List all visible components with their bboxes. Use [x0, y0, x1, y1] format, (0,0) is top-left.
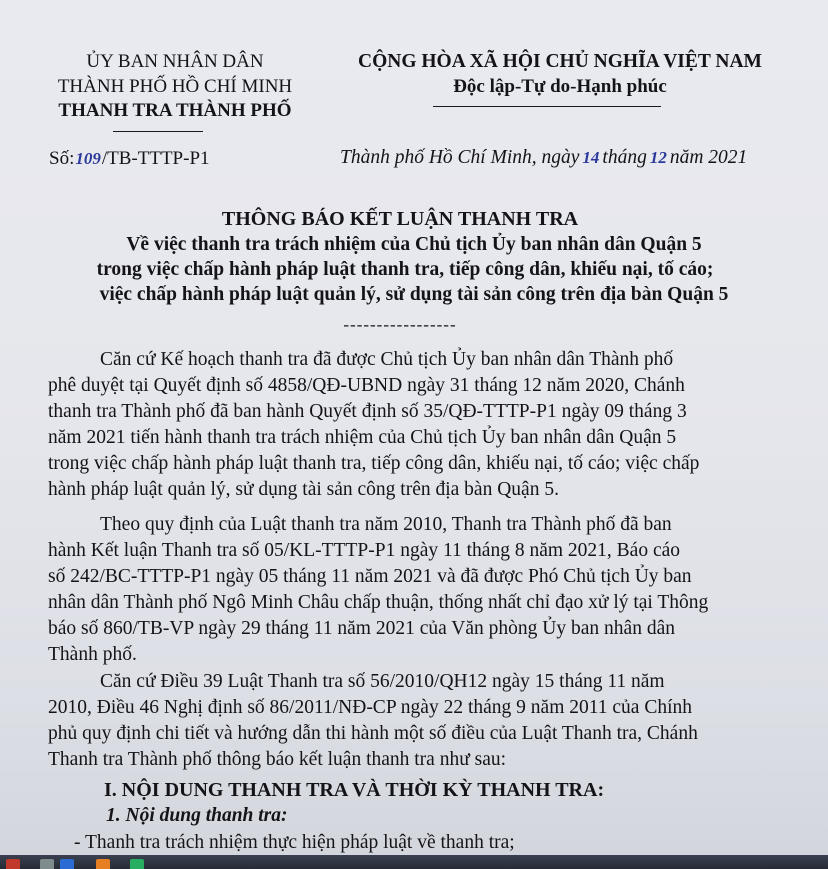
- date-day-handwritten: 14: [582, 148, 600, 167]
- paragraph-2-line-3: số 242/BC-TTTP-P1 ngày 05 tháng 11 năm 2021 và đã được Phó Chủ tịch Ủy ban: [48, 566, 692, 587]
- paragraph-1-line-1: Căn cứ Kế hoạch thanh tra đã được Chủ tịch Ủy ban nhân dân Thành phố: [100, 349, 674, 370]
- section-subheading: 1. Nội dung thanh tra:: [106, 805, 288, 826]
- paragraph-2-line-1: Theo quy định của Luật thanh tra năm 2010, Thanh tra Thành phố đã ban: [100, 514, 672, 535]
- date-part-3: năm 2021: [669, 147, 748, 168]
- paragraph-2-line-4: nhân dân Thành phố Ngô Minh Châu chấp thuận, thống nhất chỉ đạo xử lý tại Thông: [48, 592, 709, 613]
- national-motto: Độc lập-Tự do-Hạnh phúc: [453, 76, 667, 97]
- taskbar-app-icon-4[interactable]: [130, 859, 144, 869]
- motto-underline: [433, 106, 661, 107]
- number-prefix: Số:: [49, 148, 75, 169]
- number-handwritten: 109: [75, 149, 101, 168]
- taskbar-app-icon-2[interactable]: [40, 859, 54, 869]
- paragraph-1-line-3: thanh tra Thành phố đã ban hành Quyết định số 35/QĐ-TTTP-P1 ngày 09 tháng 3: [48, 401, 687, 422]
- paragraph-3-line-2: 2010, Điều 46 Nghị định số 86/2011/NĐ-CP ngày 22 tháng 9 năm 2011 của Chính: [48, 697, 692, 718]
- number-suffix: /TB-TTTP-P1: [101, 148, 210, 169]
- section-bullet-1: - Thanh tra trách nhiệm thực hiện pháp luật về thanh tra;: [74, 832, 515, 853]
- paragraph-1-line-4: năm 2021 tiến hành thanh tra trách nhiệm của Chủ tịch Ủy ban nhân dân Quận 5: [48, 427, 677, 448]
- paragraph-2-line-6: Thành phố.: [48, 644, 137, 665]
- document-date: [340, 147, 747, 169]
- document-number: [49, 148, 210, 170]
- paragraph-3-line-3: phủ quy định chi tiết và hướng dẫn thi hành một số điều của Luật Thanh tra, Chánh: [48, 723, 698, 744]
- issuer-line-3: THANH TRA THÀNH PHỐ: [58, 100, 292, 121]
- paragraph-3-line-1: Căn cứ Điều 39 Luật Thanh tra số 56/2010/QH12 ngày 15 tháng 11 năm: [100, 671, 665, 692]
- date-part-2: tháng: [602, 147, 647, 168]
- paragraph-1-line-2: phê duyệt tại Quyết định số 4858/QĐ-UBND ngày 31 tháng 12 năm 2020, Chánh: [48, 375, 685, 396]
- paragraph-1-line-6: hành pháp luật quản lý, sử dụng tài sản công trên địa bàn Quận 5.: [48, 479, 559, 500]
- paragraph-2-line-5: báo số 860/TB-VP ngày 29 tháng 11 năm 2021 của Văn phòng Ủy ban nhân dân: [48, 618, 675, 639]
- paragraph-2-line-2: hành Kết luận Thanh tra số 05/KL-TTTP-P1 ngày 11 tháng 8 năm 2021, Báo cáo: [48, 540, 680, 561]
- title-subject-1: Về việc thanh tra trách nhiệm của Chủ tịch Ủy ban nhân dân Quận 5: [126, 234, 702, 255]
- issuer-line-1: ỦY BAN NHÂN DÂN: [86, 51, 264, 72]
- issuer-underline: [113, 131, 203, 132]
- section-heading: I. NỘI DUNG THANH TRA VÀ THỜI KỲ THANH TRA:: [104, 779, 605, 801]
- paragraph-3-line-4: Thanh tra Thành phố thông báo kết luận thanh tra như sau:: [48, 749, 507, 770]
- issuer-line-2: THÀNH PHỐ HỒ CHÍ MINH: [57, 76, 293, 97]
- date-month-handwritten: 12: [649, 148, 667, 167]
- taskbar-app-icon-3[interactable]: [96, 859, 110, 869]
- taskbar: [0, 855, 828, 869]
- date-part-1: Thành phố Hồ Chí Minh, ngày: [340, 147, 580, 168]
- paragraph-1-line-5: trong việc chấp hành pháp luật thanh tra, tiếp công dân, khiếu nại, tố cáo; việc chấp: [48, 453, 700, 474]
- title-subject-2: trong việc chấp hành pháp luật thanh tra, tiếp công dân, khiếu nại, tố cáo;: [96, 259, 714, 280]
- document-title: THÔNG BÁO KẾT LUẬN THANH TRA: [221, 208, 579, 230]
- title-subject-3: việc chấp hành pháp luật quản lý, sử dụng tài sản công trên địa bàn Quận 5: [99, 284, 729, 305]
- taskbar-app-icon-1[interactable]: [6, 859, 20, 869]
- title-divider: -----------------: [343, 315, 457, 334]
- taskbar-word-icon[interactable]: [60, 859, 74, 869]
- national-title: CỘNG HÒA XÃ HỘI CHỦ NGHĨA VIỆT NAM: [358, 51, 762, 72]
